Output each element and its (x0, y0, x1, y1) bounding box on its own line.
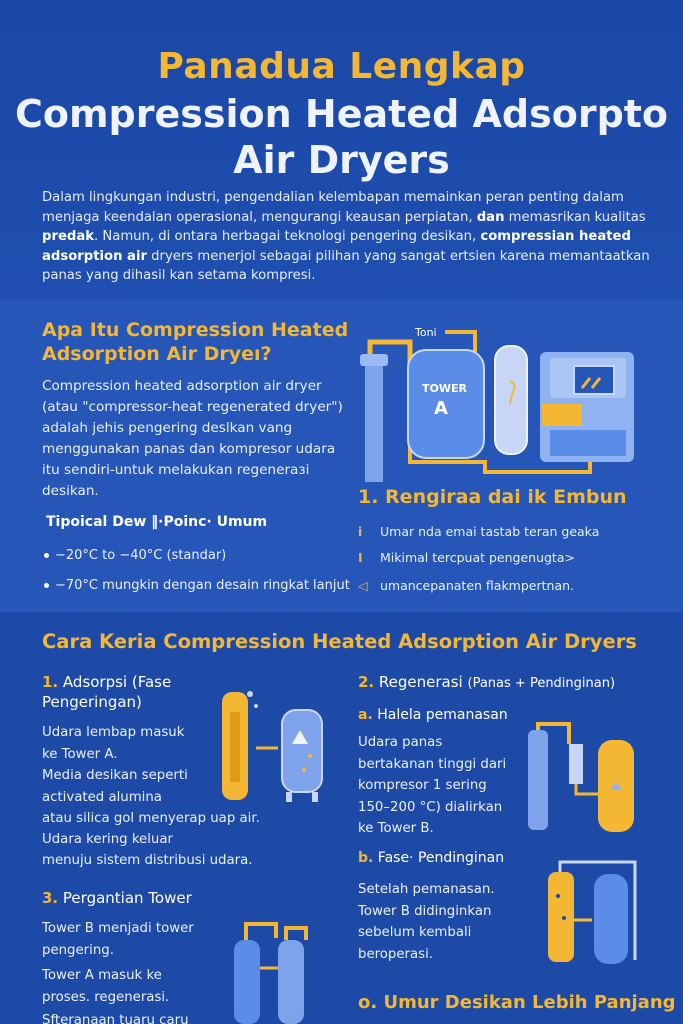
step-1-title: 1. Adsorpsi (Fase Pengeringan) (42, 673, 172, 711)
benefit-item-1: i Umar nda emai tastab teran geaka (358, 524, 600, 539)
benefit-item-2: I Mikimal tercpuat pengenugta> (358, 550, 575, 565)
intro-paragraph: Dalam lingkungan industri, pengendalian kelembapan memainkan peran penting dalam menjaga keendalan operasional, mengurangi keausan perpiatan, dan memasrikan kualitas predak. Namun, di ontara herbagai teknologi pengering desikan, compressian heated adsorption air dryers menerjol sebagai pilihan yang sangat ertsien karena memantaatkan panas yang dihasil kan setama kompresi. (42, 190, 650, 283)
dryer-system-illustration (350, 322, 650, 487)
title-line-1: Panadua Lengkap (157, 46, 526, 87)
title-line-3: Air Dryers (233, 138, 450, 182)
dew-point-title: Tipoical Dew ‖·Poinc· Umum (46, 514, 268, 530)
what-is-description: Compression heated adsorption air dryer (atau "compressor-heat regenerated dryer") adalah jehis pengering deslkan vang menggunakan panas dan kompresor udara itu sendiri-untuk melakukan regeneraɜi desikan. (42, 378, 343, 499)
step-3-text-a: Tower B menjadi tower pengering. (42, 921, 194, 958)
tower-label: TOWER (422, 382, 467, 395)
step-1-text-b: Media desikan seperti activated alumina (42, 768, 188, 805)
dew-bullet-1: −20°C to −40°C (standar) (44, 548, 226, 563)
step-2b-title: b. Fase· Pendinginan (358, 850, 505, 866)
step-2a-text: Udara panas bertakanan tinggi dari kompresor 1 sering 150–200 °C) dialirkan ke Tower B. (358, 735, 507, 836)
benefit-item-3: ◁ umancepanaten flakmpertnan. (358, 578, 575, 593)
benefit-icon-2: I (358, 550, 363, 565)
cooling-tower-b (594, 874, 628, 964)
tower-letter: A (434, 398, 448, 419)
tower-b-blue (282, 710, 322, 792)
tower-switch-illustration (232, 918, 322, 1024)
benefit-icon-3: ◁ (358, 578, 368, 593)
step-2a-title: a. Halela pemanasan (358, 707, 508, 723)
benefit-heading: 1. Rengiraa dai ik Embun (358, 486, 627, 508)
how-it-works-section (0, 612, 683, 1024)
dew-bullet-2: −70°C mungkin dengan desain ringkat lanjut (44, 578, 350, 593)
hero-section (0, 0, 683, 300)
step-3-title: 3. Pergantian Tower (42, 889, 192, 907)
inlet-column (365, 362, 383, 482)
switch-tower-b (278, 940, 304, 1024)
adsorption-illustration (212, 684, 332, 804)
step-2-title: 2. Regenerasi (Panas + Pendinginan) (358, 673, 616, 691)
desiccant-life-heading: o. Umur Desikan Lebih Panjang (358, 992, 676, 1013)
step-2b-text: Setelah pemanasan. Tower B didinginkan sebelum kembali beroperasi. (358, 882, 495, 962)
valve-shape (542, 404, 582, 426)
what-is-heading: Apa Itu Compression Heated Adsorption Air Dryeı? (42, 319, 349, 365)
heating-column (528, 730, 548, 830)
how-heading: Cara Keria Compression Heated Adsorption Air Dryers (42, 630, 637, 653)
what-is-section (0, 300, 683, 612)
benefit-icon-1: i (358, 524, 363, 539)
switch-tower-a (234, 940, 260, 1024)
heating-illustration (524, 724, 644, 834)
step-1-text-a: Udara lembap masuk ke Tower A. (42, 725, 185, 762)
diagram-top-label: Toni (415, 326, 437, 339)
title-line-2: Compression Heated Adsorpto (14, 92, 669, 136)
step-1-text-e: menuju sistem distribusi udara. (42, 853, 253, 868)
cooling-tower-a (548, 872, 574, 962)
step-3-text-b: Tower A masuk ke proses. regenerasi. (42, 968, 170, 1005)
step-3-text-c: Sfteranaan tuaru caru (42, 1013, 189, 1024)
step-1-text-d: Udara kering keluar (42, 832, 173, 847)
step-1-text-c: atau silica gol menyerap uap air. (42, 811, 260, 826)
cooling-illustration (540, 860, 650, 970)
